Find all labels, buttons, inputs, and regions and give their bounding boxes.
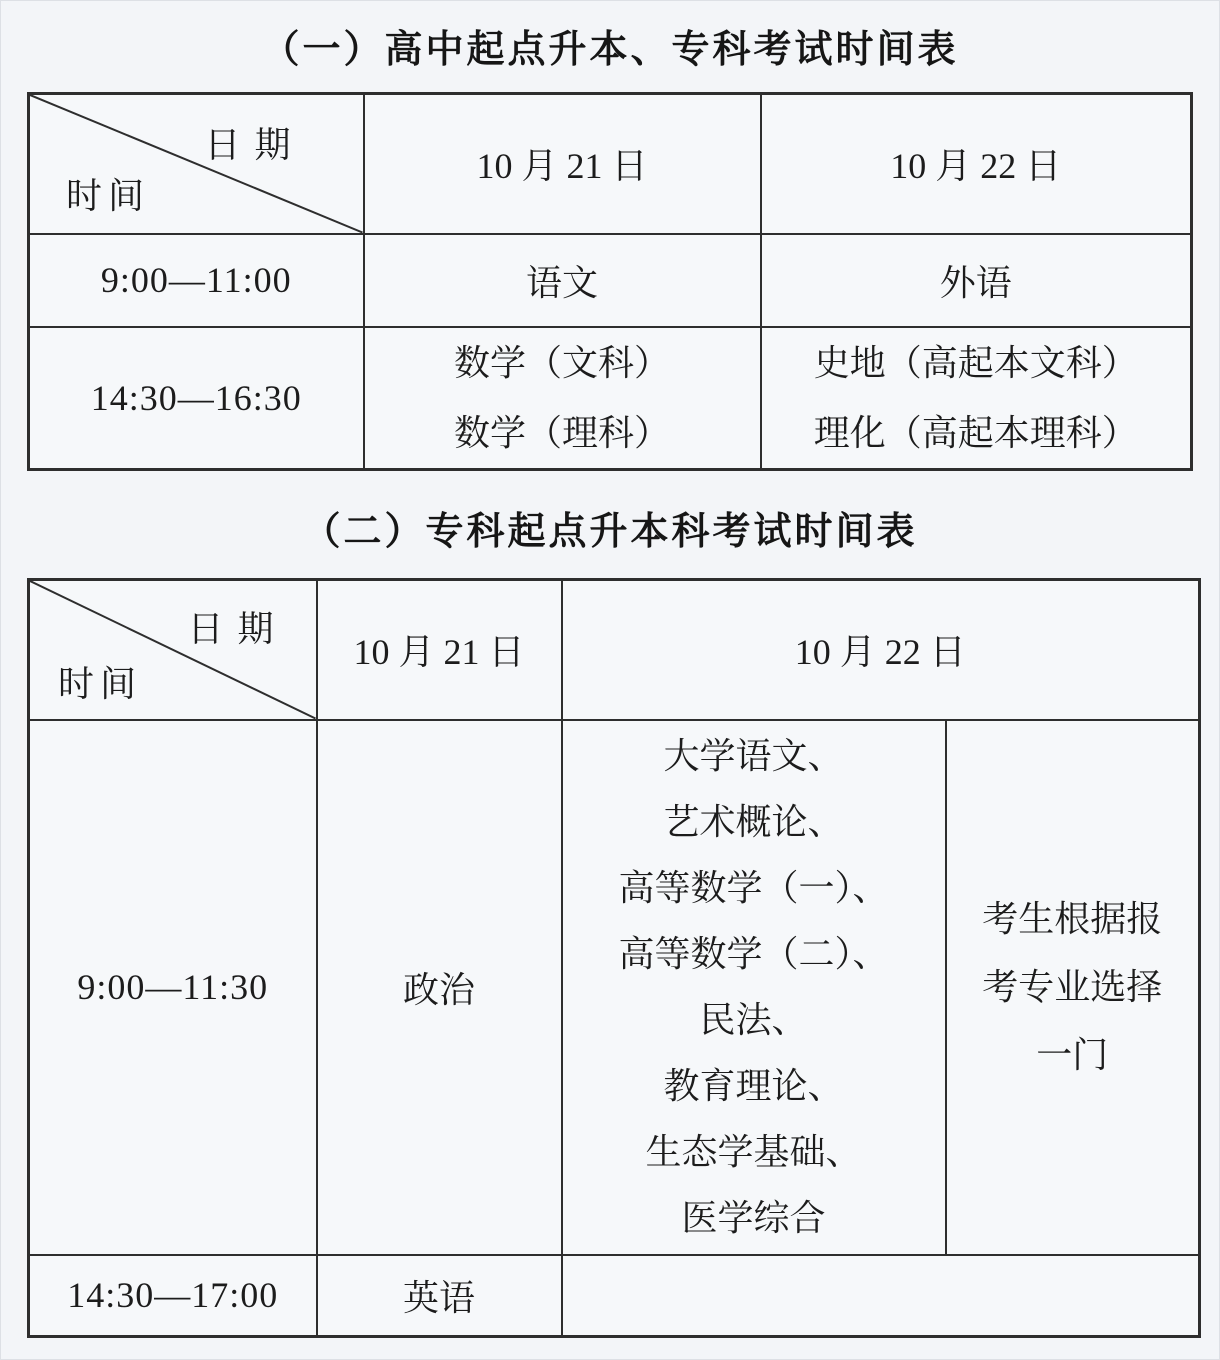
time-label: 时间 xyxy=(66,175,151,216)
table1-afternoon-oct22-subjects xyxy=(761,327,1192,470)
date-label: 日期 xyxy=(187,609,288,649)
table2-corner-cell xyxy=(29,580,317,720)
subject-lines xyxy=(365,328,760,468)
table2-exam-schedule xyxy=(27,578,1201,1338)
table1-row-afternoon xyxy=(29,327,1192,470)
table1-row-morning xyxy=(29,234,1192,327)
subject-line: 医学综合 xyxy=(681,1198,826,1238)
table2-header-oct21: 10 月 21 日 xyxy=(317,580,562,720)
table2-morning-oct21-subject: 政治 xyxy=(317,720,562,1255)
table1-header-row xyxy=(29,94,1192,234)
table1-afternoon-oct21-subjects xyxy=(364,327,761,470)
subject-line: 生态学基础、 xyxy=(645,1132,862,1172)
subject-line: 史地（高起本文科） xyxy=(813,342,1138,383)
subject-lines xyxy=(762,328,1191,468)
subject-line: 数学（理科） xyxy=(453,412,670,453)
table2-morning-time: 9:00—11:30 xyxy=(29,720,317,1255)
time-label: 时间 xyxy=(58,663,143,704)
table2-row-afternoon xyxy=(29,1255,1200,1337)
note-line: 一门 xyxy=(1036,1035,1109,1075)
date-label: 日期 xyxy=(204,125,305,165)
subject-line: 民法、 xyxy=(699,1000,808,1040)
subject-line: 高等数学（一）、 xyxy=(618,868,889,908)
subject-line: 教育理论、 xyxy=(663,1066,844,1106)
table2-morning-oct22-subject-list xyxy=(562,720,946,1255)
note-line: 考生根据报 xyxy=(982,899,1163,939)
table2-header-row xyxy=(29,580,1200,720)
subject-line: 数学（文科） xyxy=(453,342,670,383)
table1-morning-oct21-subject: 语文 xyxy=(364,234,761,327)
table1-morning-time: 9:00—11:00 xyxy=(29,234,364,327)
subject-line: 高等数学（二）、 xyxy=(618,934,889,974)
table2-afternoon-oct21-subject: 英语 xyxy=(317,1255,562,1337)
table2-afternoon-time: 14:30—17:00 xyxy=(29,1255,317,1337)
table2-row-morning xyxy=(29,720,1200,1255)
table2-title: （二）专科起点升本科考试时间表 xyxy=(302,511,918,553)
table2-afternoon-oct22-empty-cell xyxy=(562,1255,1200,1337)
table1-title: （一）高中起点升本、专科考试时间表 xyxy=(261,29,959,71)
table2-choice-note xyxy=(946,720,1200,1255)
subject-line: 理化（高起本理科） xyxy=(813,412,1138,453)
table1-exam-schedule xyxy=(27,92,1193,471)
table1-corner-cell xyxy=(29,94,364,234)
table1-header-oct21: 10 月 21 日 xyxy=(364,94,761,234)
table1-afternoon-time: 14:30—16:30 xyxy=(29,327,364,470)
subject-line: 大学语文、 xyxy=(663,736,844,776)
subject-line: 艺术概论、 xyxy=(663,802,844,842)
table1-header-oct22: 10 月 22 日 xyxy=(761,94,1192,234)
table2-header-oct22: 10 月 22 日 xyxy=(562,580,1200,720)
note-line: 考专业选择 xyxy=(982,967,1163,1007)
table1-morning-oct22-subject: 外语 xyxy=(761,234,1192,327)
